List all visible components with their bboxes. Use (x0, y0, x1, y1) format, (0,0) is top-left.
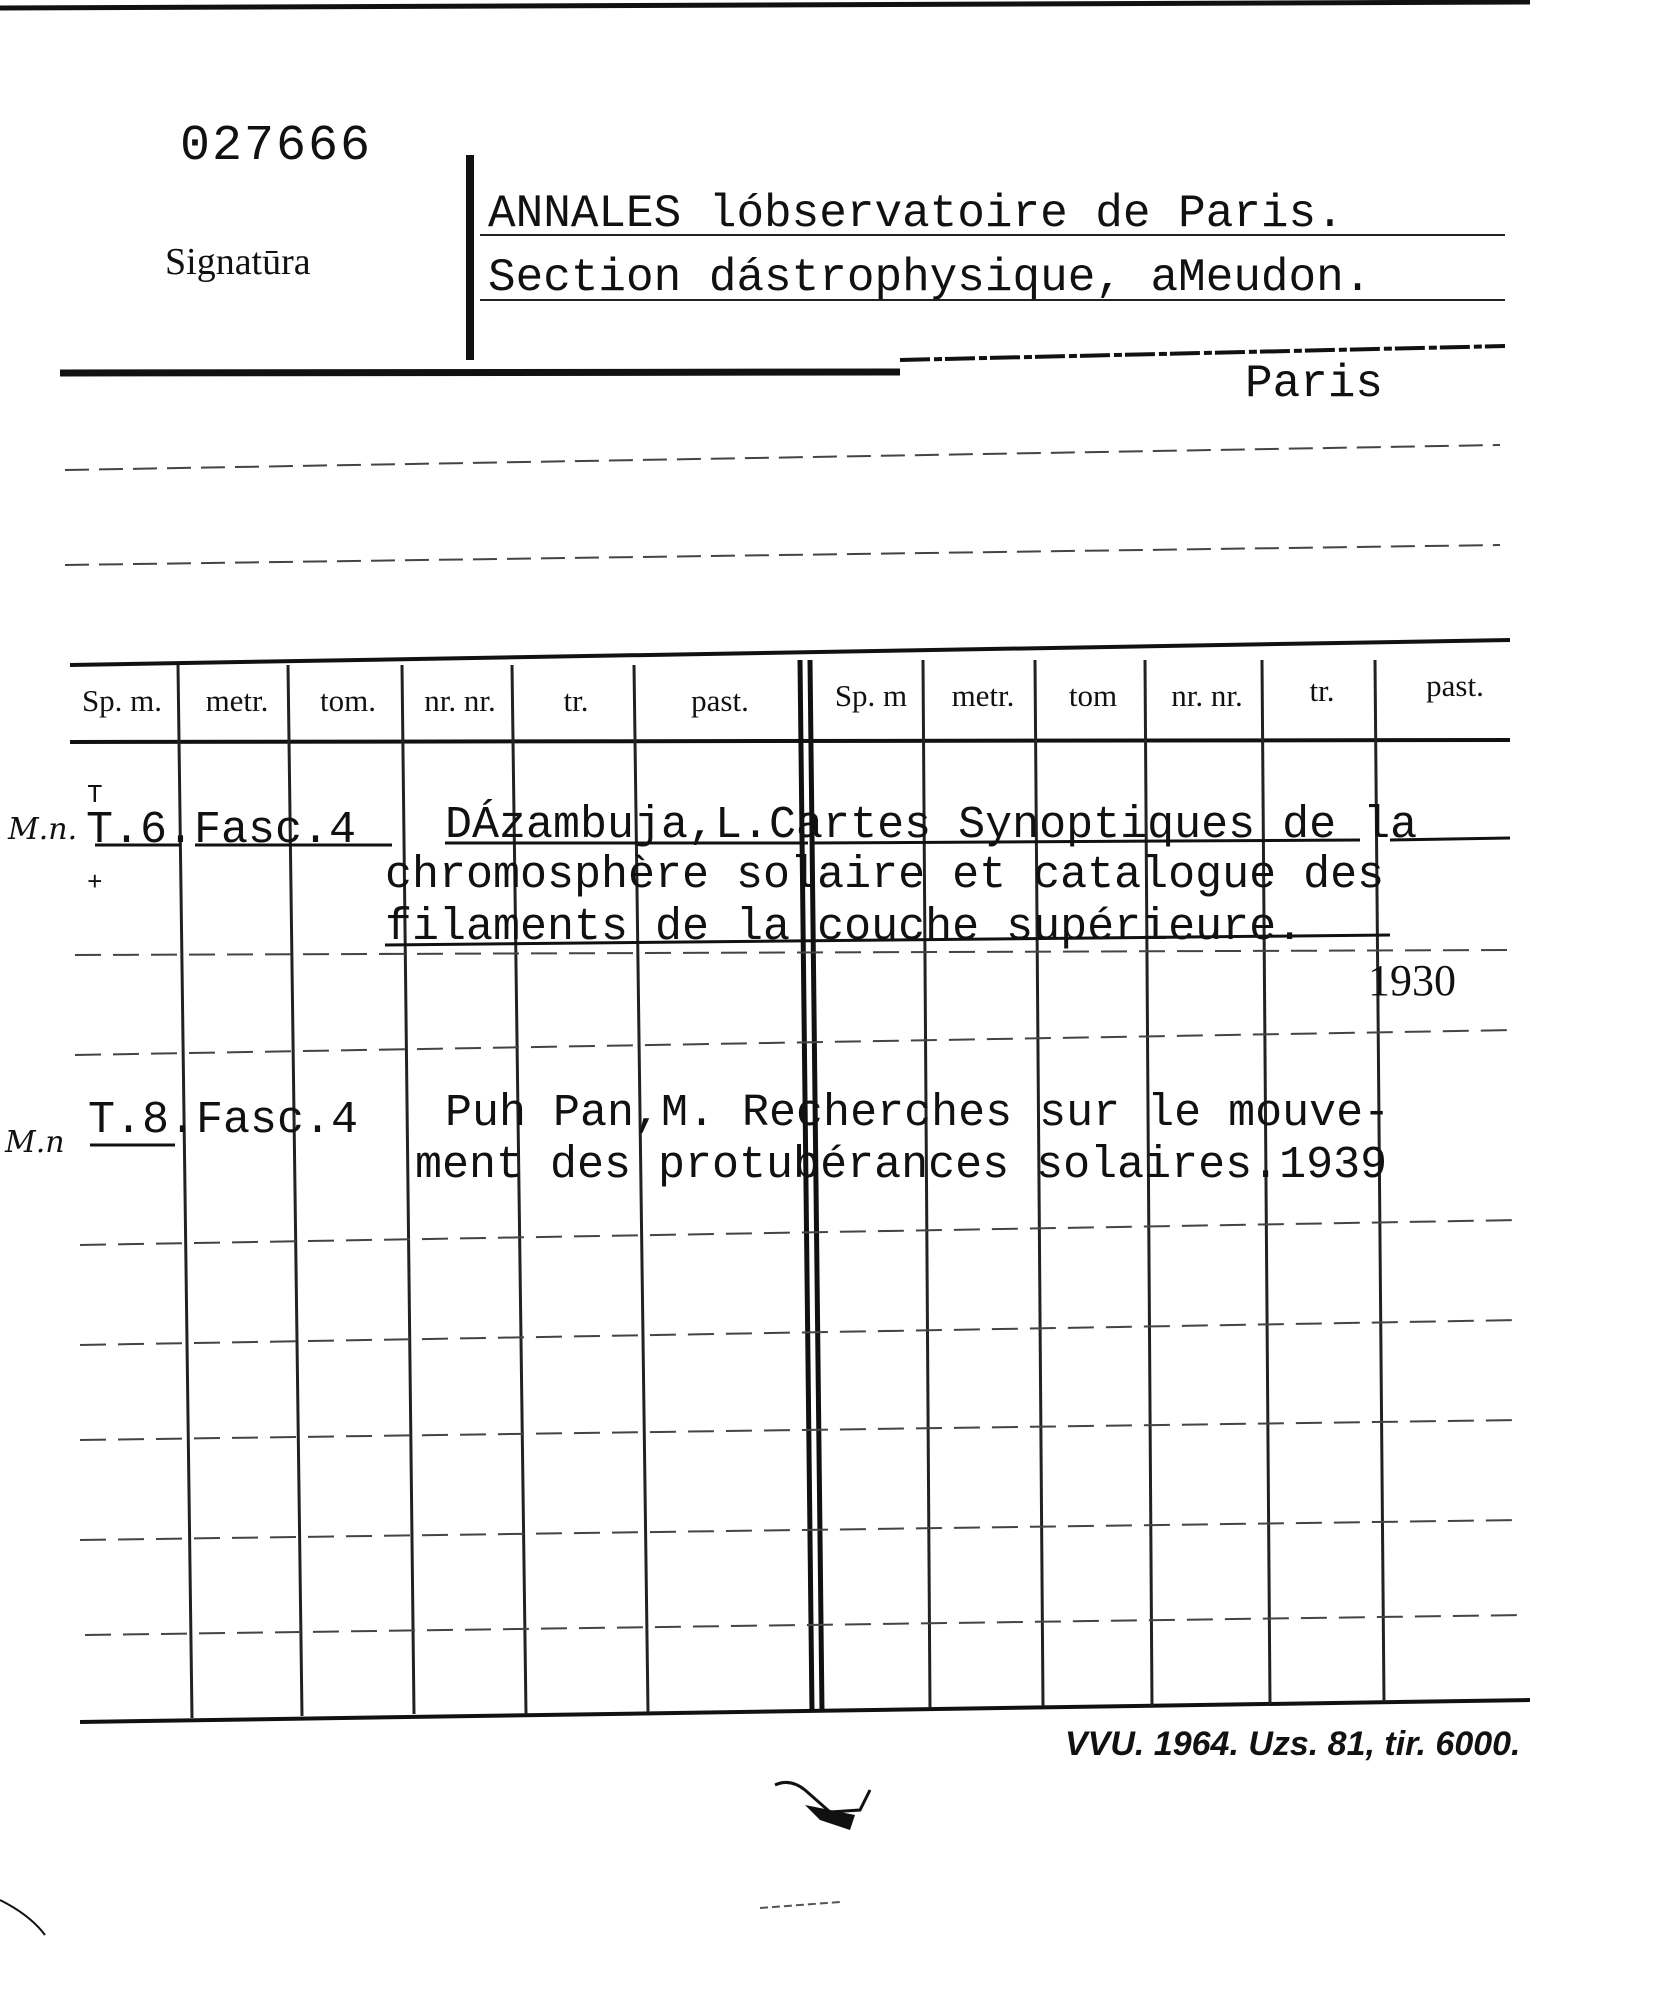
header-past-left: past. (691, 683, 749, 718)
catalog-number: 027666 (180, 118, 373, 175)
entry-1-volume: T.6.Fasc.4 (86, 805, 357, 856)
header-metr-right: metr. (951, 678, 1015, 713)
header-nr-right: nr. nr. (1171, 678, 1243, 713)
publication-place: Paris (1245, 358, 1384, 410)
header-nr-left: nr. nr. (424, 683, 496, 718)
header-tr-left: tr. (563, 683, 589, 718)
entry-1-volume-mark-bottom: + (87, 868, 103, 898)
entry-2-line-1: Puh Pan,M. Recherches sur le mouve- (445, 1088, 1391, 1139)
entry-2-volume: T.8.Fasc.4 (88, 1095, 359, 1146)
header-metr-left: metr. (205, 683, 269, 718)
header-tom-left: tom. (320, 683, 376, 718)
header-tom-right: tom (1068, 678, 1118, 713)
title-line-1: ANNALES lóbservatoire de Paris. (488, 188, 1344, 240)
entry-1-line-2: chromosphère solaire et catalogue des (385, 850, 1385, 901)
signatura-label: Signatūra (165, 241, 311, 283)
entry-2-line-2: ment des protubérances solaires.1939 (415, 1140, 1388, 1191)
header-sp-m-right: Sp. m (834, 678, 908, 713)
entry-1-year: 1930 (1368, 956, 1456, 1005)
header-sp-m-left: Sp. m. (81, 683, 163, 718)
entry-1-margin-note: M.n. (8, 812, 78, 847)
entry-1-volume-mark-top: T (87, 780, 103, 810)
entry-1-line-3: filaments de la couche supérieure. (385, 902, 1304, 953)
title-line-2: Section dástrophysique, aMeudon. (488, 252, 1372, 304)
header-tr-right: tr. (1309, 673, 1335, 708)
printer-imprint: VVU. 1964. Uzs. 81, tir. 6000. (1065, 1725, 1521, 1763)
entry-2-margin-note: M.n (5, 1125, 65, 1160)
header-past-right: past. (1426, 668, 1484, 703)
entry-1-line-1: DÁzambuja,L.Cartes Synoptiques de la (445, 800, 1418, 851)
